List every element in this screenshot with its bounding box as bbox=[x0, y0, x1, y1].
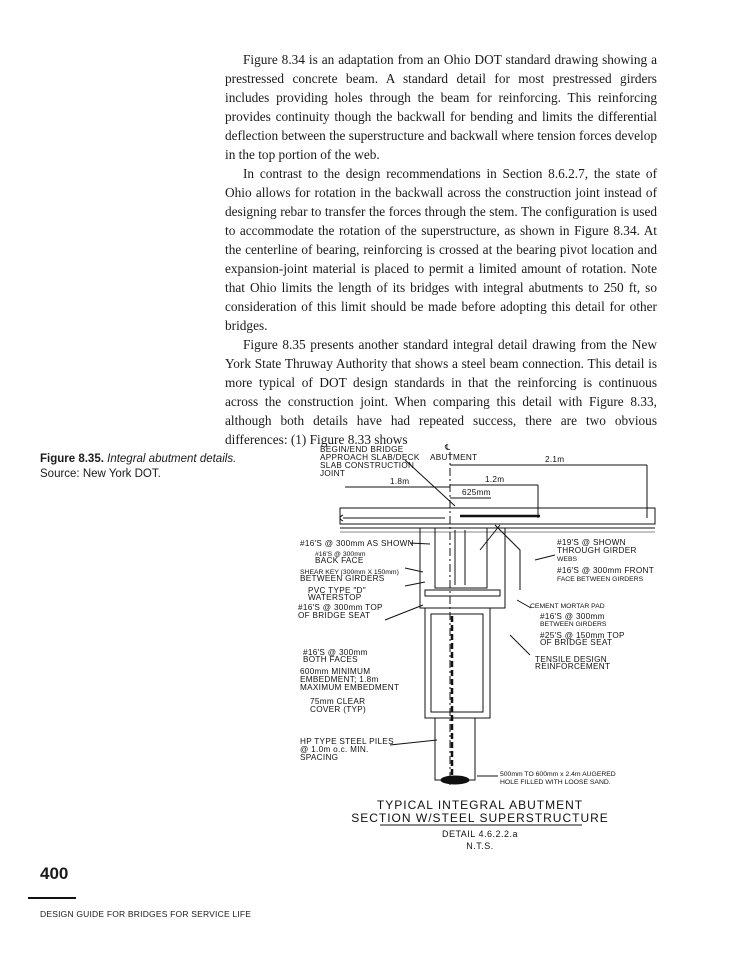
label-bar16-as-shown: #16'S @ 300mm AS SHOWN bbox=[300, 539, 414, 548]
label-pvc-1: PVC TYPE "D" bbox=[308, 586, 366, 595]
page-number: 400 bbox=[40, 864, 69, 883]
label-begin-end-2: APPROACH SLAB/DECK bbox=[320, 453, 420, 462]
label-bar16-front-2: FACE BETWEEN GIRDERS bbox=[557, 576, 644, 583]
label-embed-2: EMBEDMENT; 1.8m bbox=[300, 675, 379, 684]
drawing-nts: N.T.S. bbox=[466, 841, 494, 851]
figure-title: Integral abutment details. bbox=[107, 453, 237, 465]
label-begin-end-1: BEGIN/END BRIDGE bbox=[320, 445, 404, 454]
label-embed-3: MAXIMUM EMBEDMENT bbox=[300, 683, 400, 692]
dim-1-8m: 1.8m bbox=[390, 477, 410, 486]
label-bar25-2: OF BRIDGE SEAT bbox=[540, 638, 613, 647]
label-begin-end-4: JOINT bbox=[320, 469, 346, 478]
paragraph: Figure 8.35 presents another standard integral detail drawing from the New York State Thruway Authority that shows a steel beam connection. This detail is more typical of DOT design standards in that the reinforcing is continuous across the construction joint. When comparing this detail with Figure 8.33, although both details have had repeated success, there are two obvious differences: (1) Figure 8.33 shows bbox=[225, 337, 657, 447]
label-bar19-3: WEBS bbox=[557, 556, 578, 563]
paragraph: In contrast to the design recommendations in Section 8.6.2.7, the state of Ohio allows for rotation in the backwall across the construction joint instead of designing rebar to transfer the forces through the stem. The configuration is used to accommodate the rotation of the superstructure, as shown in Figure 8.34. At the centerline of bearing, reinforcing is crossed at the bearing pivot location and expansion-joint material is placed to permit a limited amount of rotation. Note that Ohio limits the length of its bridges with integral abutments to 250 ft, so consideration of this limit should be made before adopting this detail for other bridges. bbox=[225, 166, 657, 333]
label-shear-key-2: BETWEEN GIRDERS bbox=[300, 574, 385, 583]
label-bar16-top-1: #16'S @ 300mm TOP bbox=[298, 603, 383, 612]
paragraph: Figure 8.34 is an adaptation from an Ohio DOT standard drawing showing a prestressed concrete beam. A standard detail for most prestressed girders includes providing holes through the beam for reinforcing. This reinforcing provides continuity though the backwall for bending and limits the differential deflection between the superstructure and backwall where tension forces develop in the top portion of the web. bbox=[225, 52, 657, 162]
drawing-detail: DETAIL 4.6.2.2.a bbox=[441, 829, 519, 839]
running-footer: DESIGN GUIDE FOR BRIDGES FOR SERVICE LIFE bbox=[40, 909, 252, 919]
label-bar16-back-1: #16'S @ 300mm bbox=[315, 551, 366, 558]
label-pvc-2: WATERSTOP bbox=[308, 593, 362, 602]
label-bar19-1: #19'S @ SHOWN bbox=[557, 538, 626, 547]
label-mortar: CEMENT MORTAR PAD bbox=[530, 603, 605, 610]
drawing-title-2: SECTION W/STEEL SUPERSTRUCTURE bbox=[351, 811, 609, 825]
label-augered-1: 500mm TO 600mm x 2.4m AUGERED bbox=[500, 771, 616, 778]
label-piles-3: SPACING bbox=[300, 753, 339, 762]
label-tensile-1: TENSILE DESIGN bbox=[535, 655, 607, 664]
label-bar16-both-1: #16'S @ 300mm bbox=[303, 648, 368, 657]
label-augered-2: HOLE FILLED WITH LOOSE SAND. bbox=[500, 779, 611, 786]
label-bar16-front-1: #16'S @ 300mm FRONT bbox=[557, 566, 655, 575]
label-piles-1: HP TYPE STEEL PILES bbox=[300, 737, 394, 746]
label-tensile-2: REINFORCEMENT bbox=[535, 662, 611, 671]
centerline-symbol: ℄ bbox=[445, 443, 451, 452]
figure-caption bbox=[40, 452, 295, 482]
drawing-title-block bbox=[295, 797, 665, 857]
drawing-title-1: TYPICAL INTEGRAL ABUTMENT bbox=[376, 798, 584, 812]
figure-source: Source: New York DOT. bbox=[40, 468, 161, 480]
label-bar25-1: #25'S @ 150mm TOP bbox=[540, 631, 625, 640]
figure-number: Figure 8.35. bbox=[40, 453, 104, 465]
abutment-drawing bbox=[295, 440, 665, 792]
label-bar16-between-2: BETWEEN GIRDERS bbox=[540, 621, 607, 628]
label-bar19-2: THROUGH GIRDER bbox=[557, 546, 637, 555]
dim-1-2m: 1.2m bbox=[485, 475, 505, 484]
label-cover-1: 75mm CLEAR bbox=[310, 697, 366, 706]
label-bar16-both-2: BOTH FACES bbox=[303, 655, 358, 664]
dim-2-1m: 2.1m bbox=[545, 455, 565, 464]
label-abutment: ABUTMENT bbox=[430, 453, 478, 462]
label-begin-end-3: SLAB CONSTRUCTION bbox=[320, 461, 415, 470]
label-bar16-top-2: OF BRIDGE SEAT bbox=[298, 611, 371, 620]
label-bar16-between-1: #16'S @ 300mm bbox=[540, 612, 605, 621]
label-embed-1: 600mm MINIMUM bbox=[300, 667, 371, 676]
label-piles-2: @ 1.0m o.c. MIN. bbox=[300, 745, 369, 754]
body-text bbox=[225, 50, 657, 449]
label-bar16-back-2: BACK FACE bbox=[315, 556, 364, 565]
label-shear-key-1: SHEAR KEY (300mm X 150mm) bbox=[300, 569, 399, 576]
dim-625mm: 625mm bbox=[462, 488, 491, 497]
label-cover-2: COVER (TYP) bbox=[310, 705, 367, 714]
footer-rule bbox=[28, 897, 76, 899]
